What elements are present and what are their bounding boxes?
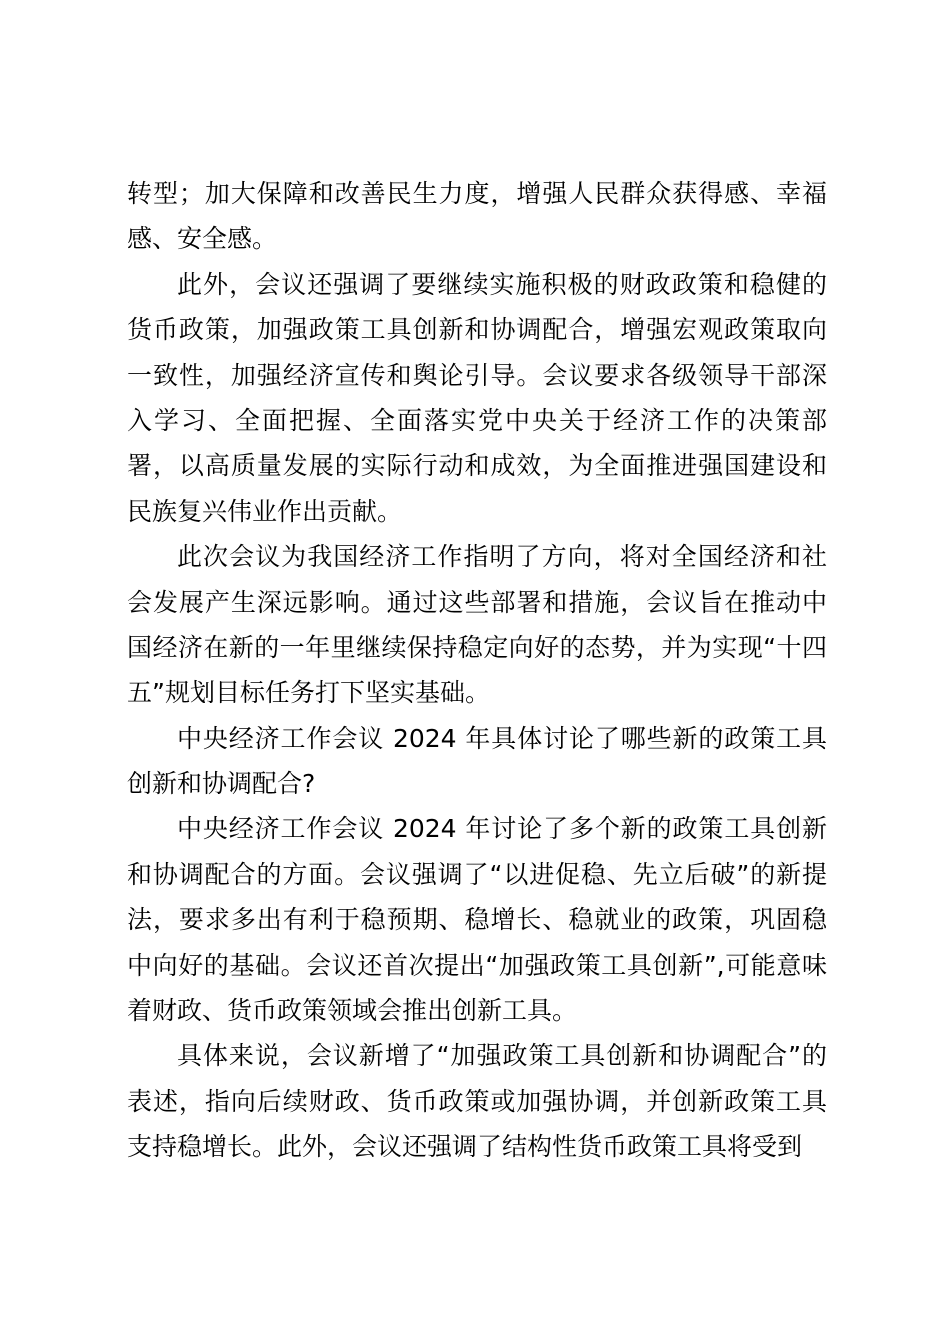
paragraph-line: 货币政策，加强政策工具创新和协调配合，增强宏观政策取向 [127,315,827,345]
paragraph-line: 具体来说，会议新增了“加强政策工具创新和协调配合”的 [177,1041,827,1071]
paragraph-line: 入学习、全面把握、全面落实党中央关于经济工作的决策部 [127,405,827,435]
document-body [127,171,827,1170]
paragraph-line: 中央经济工作会议 2024 年具体讨论了哪些新的政策工具 [177,723,827,753]
paragraph-line: 支持稳增长。此外，会议还强调了结构性货币政策工具将受到 [127,1132,803,1162]
paragraph [127,716,827,807]
paragraph-line: 会发展产生深远影响。通过这些部署和措施，会议旨在推动中 [127,587,827,617]
paragraph-line: 五”规划目标任务打下坚实基础。 [127,678,490,708]
paragraph-line: 中向好的基础。会议还首次提出“加强政策工具创新”,可能意味 [127,950,827,980]
paragraph [127,806,827,1033]
paragraph-line: 和协调配合的方面。会议强调了“以进促稳、先立后破”的新提 [127,859,827,889]
paragraph-line: 法，要求多出有利于稳预期、稳增长、稳就业的政策，巩固稳 [127,905,827,935]
paragraph-line: 中央经济工作会议 2024 年讨论了多个新的政策工具创新 [177,814,827,844]
paragraph-line: 国经济在新的一年里继续保持稳定向好的态势，并为实现“十四 [127,632,827,662]
paragraph-line: 署，以高质量发展的实际行动和成效，为全面推进强国建设和 [127,451,827,481]
paragraph-line: 转型；加大保障和改善民生力度，增强人民群众获得感、幸福 [127,179,827,208]
paragraph-line: 表述，指向后续财政、货币政策或加强协调，并创新政策工具 [127,1086,827,1116]
paragraph-line: 一致性，加强经济宣传和舆论引导。会议要求各级领导干部深 [127,360,827,390]
paragraph [127,171,827,262]
paragraph [127,1033,827,1169]
paragraph-line: 创新和协调配合? [127,769,316,799]
paragraph-line: 此次会议为我国经济工作指明了方向，将对全国经济和社 [177,542,827,572]
paragraph [127,262,827,534]
paragraph-line: 此外，会议还强调了要继续实施积极的财政政策和稳健的 [177,269,827,299]
paragraph-line: 着财政、货币政策领域会推出创新工具。 [127,996,578,1026]
paragraph [127,534,827,716]
paragraph-line: 感、安全感。 [127,224,278,254]
paragraph-line: 民族复兴伟业作出贡献。 [127,496,403,526]
